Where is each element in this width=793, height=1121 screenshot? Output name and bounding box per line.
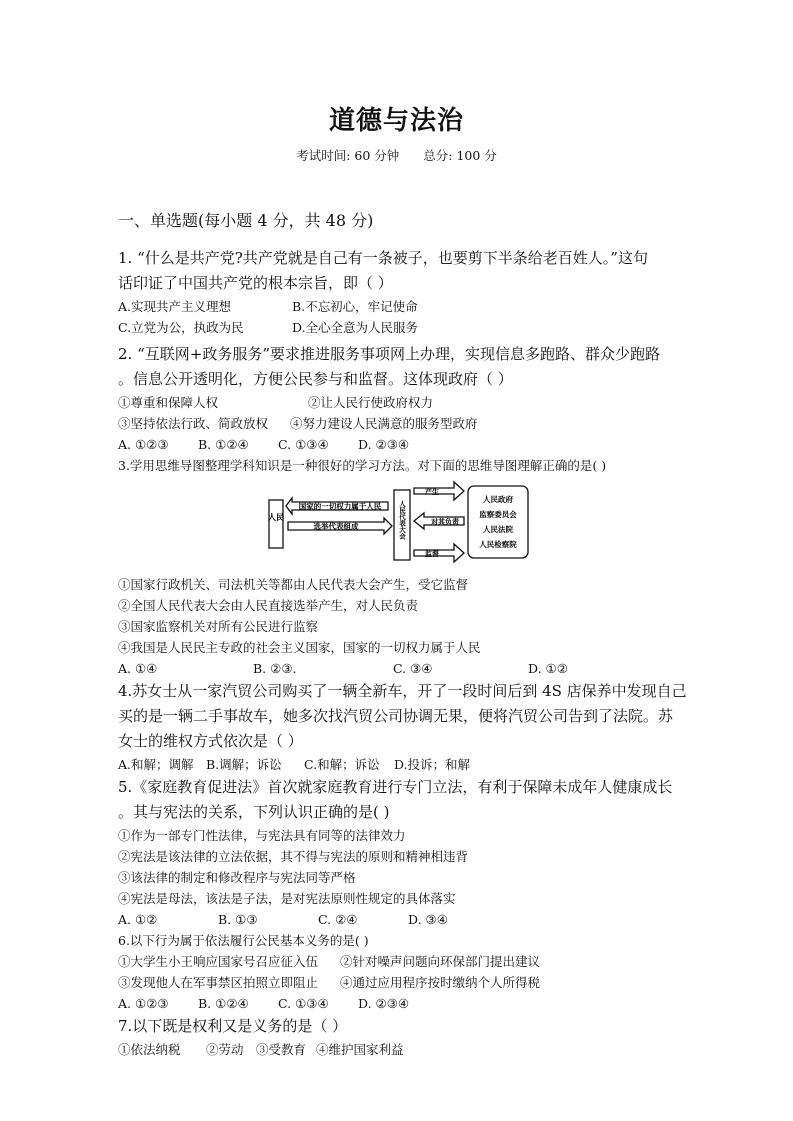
question-2 [118, 342, 688, 455]
q6-stem: 6.以下行为属于依法履行公民基本义务的是( ) [118, 933, 369, 948]
q4-line3: 女士的维权方式依次是（ ） [118, 732, 303, 750]
produce-arrow [414, 482, 464, 500]
q4-option-b: B.调解；诉讼 [206, 757, 282, 772]
total-score: 总分: 100 分 [423, 148, 497, 163]
q2-line1: 2. “互联网+政务服务”要求推进服务事项网上办理，实现信息多跑路、群众少跑路 [118, 345, 660, 363]
mind-map-diagram [118, 478, 688, 570]
question-7 [118, 1014, 688, 1060]
elect-label: 选举代表组成 [313, 522, 359, 531]
q7-stem: 7.以下既是权利又是义务的是（ ） [118, 1017, 348, 1035]
section-title: 一、单选题(每小题 4 分，共 48 分) [118, 211, 374, 230]
procuratorate-label: 人民检察院 [479, 540, 517, 549]
q7-item-3: ③受教育 [256, 1042, 307, 1057]
power-label: 国家的一切权力属于人民 [298, 502, 382, 511]
q7-item-4: ④维护国家利益 [316, 1042, 404, 1057]
exam-title: 道德与法治 [328, 106, 464, 136]
q3-option-b: B. ②③. [253, 661, 297, 676]
q2-item-3: ③坚持依法行政、简政放权 [118, 416, 269, 431]
q6-item-1: ①大学生小王响应国家号召应征入伍 [118, 954, 319, 969]
q3-item-3: ③国家监察机关对所有公民进行监察 [118, 619, 319, 634]
q1-line1: 1. “什么是共产党?共产党就是自己有一条被子，也要剪下半条给老百姓人。”这句 [118, 249, 648, 267]
q4-option-c: C.和解；诉讼 [304, 757, 380, 772]
people-label: 人民 [268, 512, 284, 522]
q6-item-2: ②针对噪声问题向环保部门提出建议 [340, 954, 541, 969]
q3-option-c: C. ③④ [393, 661, 433, 676]
q3-item-2: ②全国人民代表大会由人民直接选举产生，对人民负责 [118, 598, 419, 613]
court-label: 人民法院 [483, 525, 513, 534]
q2-item-1: ①尊重和保障人权 [118, 395, 219, 410]
q6-item-4: ④通过应用程序按时缴纳个人所得税 [340, 975, 541, 990]
q1-option-d: D.全心全意为人民服务 [292, 320, 419, 335]
q1-option-b: B.不忘初心，牢记使命 [292, 299, 418, 314]
supervise-arrow [414, 544, 464, 562]
people-box [269, 500, 283, 548]
gov-label: 人民政府 [483, 495, 513, 504]
q7-item-1: ①依法纳税 [118, 1042, 181, 1057]
question-5 [118, 775, 688, 930]
q2-item-4: ④努力建设人民满意的服务型政府 [290, 416, 478, 431]
q6-option-d: D. ②③④ [358, 996, 410, 1011]
q5-line2: 。其与宪法的关系，下列认识正确的是( ) [118, 803, 390, 821]
questions [118, 246, 688, 1060]
question-6 [118, 930, 688, 1014]
q2-item-2: ②让人民行使政府权力 [308, 395, 434, 410]
npc-label: 人民代表大会 [398, 500, 406, 540]
q6-option-c: C. ①③④ [278, 996, 329, 1011]
q6-option-b: B. ①②④ [198, 996, 249, 1011]
q3-item-1: ①国家行政机关、司法机关等都由人民代表大会产生，受它监督 [118, 577, 469, 592]
q5-option-b: B. ①③ [218, 912, 258, 927]
q4-option-a: A.和解；调解 [118, 757, 194, 772]
q5-item-2: ②宪法是该法律的立法依据，其不得与宪法的原则和精神相违背 [118, 849, 469, 864]
produce-label: 产生 [425, 487, 439, 496]
q2-line2: 。信息公开透明化，方便公民参与和监督。这体现政府（ ） [118, 370, 513, 388]
q4-line2: 买的是一辆二手事故车，她多次找汽贸公司协调无果，便将汽贸公司告到了法院。苏 [118, 707, 674, 725]
q3-item-4: ④我国是人民民主专政的社会主义国家，国家的一切权力属于人民 [118, 640, 481, 655]
question-3 [118, 455, 688, 679]
question-4 [118, 679, 688, 775]
q5-option-c: C. ②④ [318, 912, 358, 927]
q6-option-a: A. ①②③ [118, 996, 169, 1011]
q5-line1: 5.《家庭教育促进法》首次就家庭教育进行专门立法，有利于保障未成年人健康成长 [118, 778, 673, 796]
q1-line2: 话印证了中国共产党的根本宗旨，即（ ） [118, 274, 393, 292]
q2-option-a: A. ①②③ [118, 437, 169, 452]
supervise-label: 监督 [425, 549, 439, 558]
q5-item-1: ①作为一部专门性法律，与宪法具有同等的法律效力 [118, 828, 406, 843]
q5-item-4: ④宪法是母法，该法是子法，是对宪法原则性规定的具体落实 [118, 891, 456, 906]
q2-option-b: B. ①②④ [198, 437, 249, 452]
q5-item-3: ③该法律的制定和修改程序与宪法同等严格 [118, 870, 356, 885]
q6-item-3: ③发现他人在军事禁区拍照立即阻止 [118, 975, 319, 990]
exam-time: 考试时间: 60 分钟 [296, 148, 400, 163]
q2-option-c: C. ①③④ [278, 437, 329, 452]
q3-stem: 3.学用思维导图整理学科知识是一种很好的学习方法。对下面的思维导图理解正确的是( ) [118, 458, 607, 473]
q5-option-a: A. ①② [118, 912, 158, 927]
q1-option-a: A.实现共产主义理想 [118, 299, 232, 314]
q7-item-2: ②劳动 [206, 1042, 244, 1057]
q3-option-a: A. ①④ [118, 661, 158, 676]
q5-option-d: D. ③④ [408, 912, 448, 927]
q3-option-d: D. ①② [528, 661, 568, 676]
q4-line1: 4.苏女士从一家汽贸公司购买了一辆全新车，开了一段时间后到 4S 店保养中发现自己 [118, 682, 687, 700]
commission-label: 监察委员会 [479, 510, 517, 519]
question-1 [118, 246, 688, 338]
q2-option-d: D. ②③④ [358, 437, 410, 452]
q4-option-d: D.投诉；和解 [394, 757, 471, 772]
exam-meta [0, 146, 793, 164]
q1-option-c: C.立党为公，执政为民 [118, 320, 244, 335]
responsible-label: 对其负责 [431, 517, 459, 526]
